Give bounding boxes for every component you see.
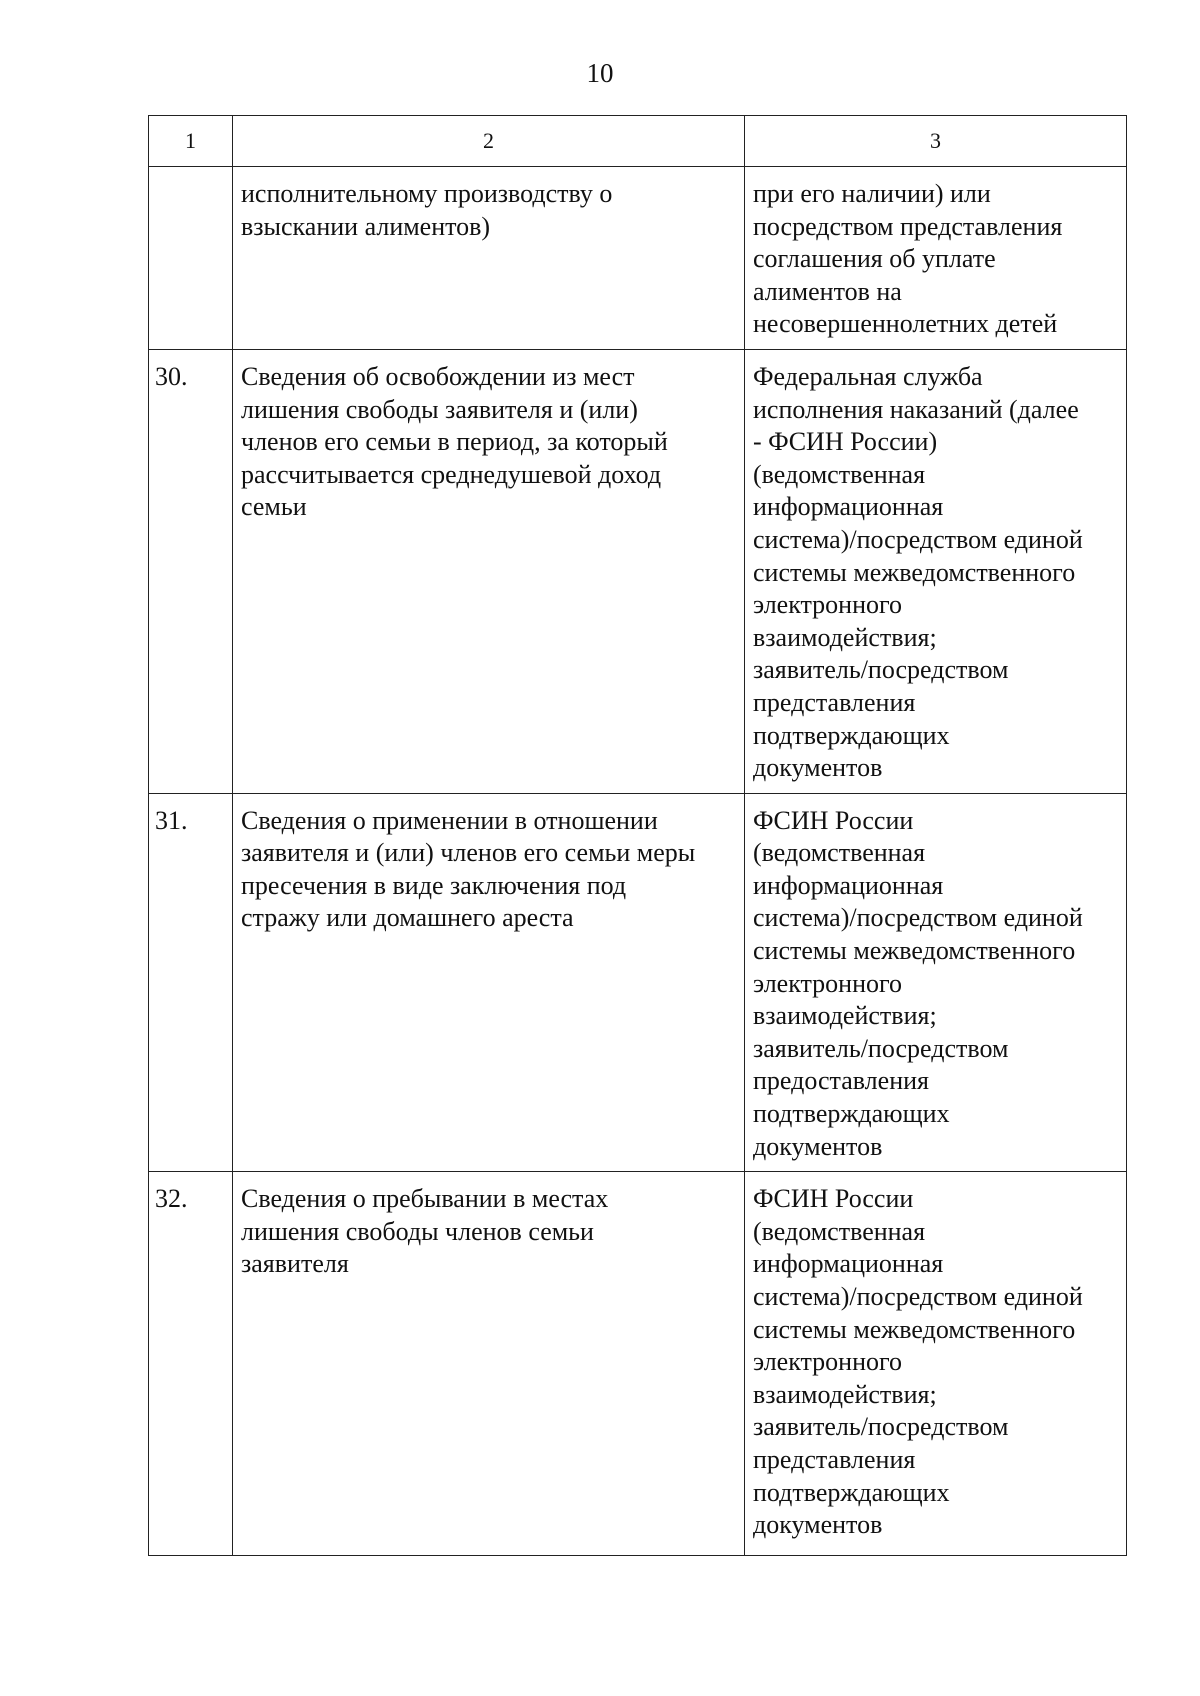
source-cell [745,349,1127,793]
source-cell [745,1172,1127,1556]
column-header-1: 1 [149,116,233,167]
page-number: 10 [586,58,614,88]
info-text: исполнительному производству о взыскании алиментов) [241,179,613,241]
info-text: Сведения о применении в отношении заявителя и (или) членов его семьи меры пресечения в виде заключения под стражу или домашнего ареста [241,805,696,933]
source-cell [745,167,1127,350]
row-number [149,167,232,186]
table-row [149,793,1127,1172]
source-text: при его наличии) или посредством представления соглашения об уплате алиментов на несовершеннолетних детей [753,179,1063,339]
row-number-cell [149,167,233,350]
document-table [148,115,1127,1556]
column-header-2: 2 [233,116,745,167]
info-cell [233,167,745,350]
source-text: Федеральная служба исполнения наказаний (далее - ФСИН России) (ведомственная информационная система)/посредством единой системы межведомственного электронного взаимодействия; заявитель/посредством представления подтверждающих документов [753,361,1083,783]
info-text: Сведения об освобождении из мест лишения свободы заявителя и (или) членов его семьи в период, за который рассчитывается среднедушевой доход семьи [241,361,668,522]
column-header-3: 3 [745,116,1127,167]
source-text: ФСИН России (ведомственная информационная система)/посредством единой системы межведомственного электронного взаимодействия; заявитель/посредством предоставления подтверждающих документов [753,805,1083,1161]
source-cell [745,793,1127,1172]
row-number-cell [149,793,233,1172]
row-number-cell [149,349,233,793]
row-number: 31. [155,805,188,835]
info-cell [233,349,745,793]
row-number-cell [149,1172,233,1556]
table-row [149,1172,1127,1556]
table-row [149,349,1127,793]
table-header-row [149,116,1127,167]
table-row [149,167,1127,350]
info-cell [233,1172,745,1556]
row-number: 32. [155,1184,188,1214]
info-cell [233,793,745,1172]
info-text: Сведения о пребывании в местах лишения свободы членов семьи заявителя [241,1184,609,1279]
source-text: ФСИН России (ведомственная информационная система)/посредством единой системы межведомственного электронного взаимодействия; заявитель/посредством представления подтверждающих документов [753,1184,1083,1540]
row-number: 30. [155,361,188,391]
